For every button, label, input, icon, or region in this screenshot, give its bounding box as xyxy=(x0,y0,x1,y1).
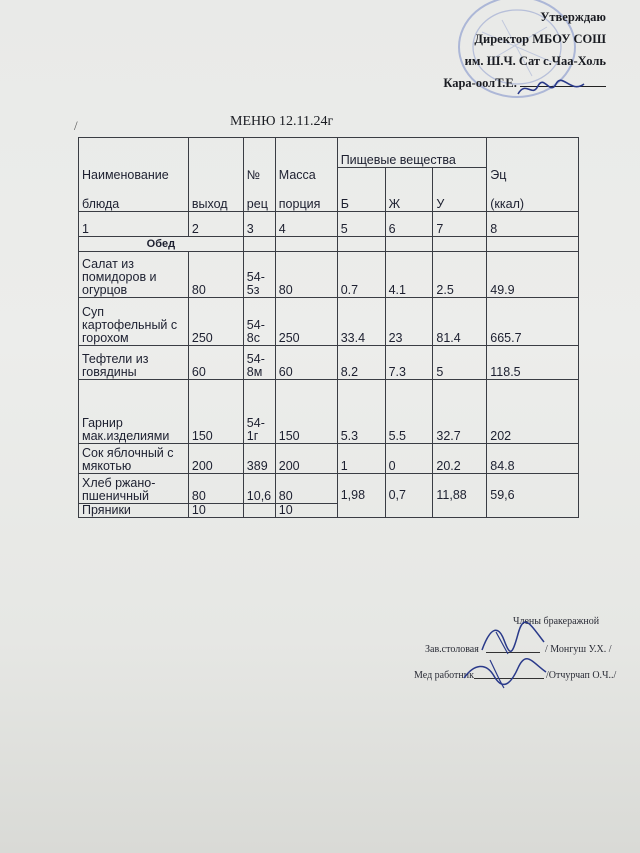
director-signature xyxy=(516,78,586,100)
approval-line-3: им. Ш.Ч. Сат с.Чаа-Холь xyxy=(464,54,606,68)
header-mass: Масса порция xyxy=(275,138,337,212)
cafeteria-name: / Монгуш У.Х. / xyxy=(545,644,612,655)
dish-name: Пряники xyxy=(79,504,189,518)
approver-name: Кара-оолТ.Е. xyxy=(443,76,517,90)
medic-signature xyxy=(460,652,550,692)
col-number: 5 xyxy=(337,212,385,237)
header-carbs: У xyxy=(433,168,487,212)
col-number: 6 xyxy=(385,212,433,237)
margin-mark: / xyxy=(74,118,78,133)
dish-name: Сок яблочный с мякотью xyxy=(79,444,189,474)
col-number: 7 xyxy=(433,212,487,237)
header-energy: Эц (ккал) xyxy=(487,138,579,212)
col-number: 8 xyxy=(487,212,579,237)
table-row: Тефтели из говядины 60 54-8м 60 8.2 7.3 5 118.5 xyxy=(79,346,579,380)
cafeteria-label: Зав.столовая xyxy=(425,644,479,655)
dish-name: Салат из помидоров и огурцов xyxy=(79,252,189,298)
medic-label: Мед работник xyxy=(414,670,474,681)
table-row: Сок яблочный с мякотью 200 389 200 1 0 20.2 84.8 xyxy=(79,444,579,474)
approval-line-1: Утверждаю xyxy=(540,10,606,24)
table-row: Гарнир мак.изделиями 150 54-1г 150 5.3 5.5 32.7 202 xyxy=(79,380,579,444)
table-row: Суп картофельный с горохом 250 54-8с 250 33.4 23 81.4 665.7 xyxy=(79,298,579,346)
medic-name: /Отчурчап О.Ч../ xyxy=(546,670,617,681)
dish-name: Хлеб ржано-пшеничный xyxy=(79,474,189,504)
header-recipe: № рец xyxy=(243,138,275,212)
table-row: Хлеб ржано-пшеничный 80 10,6 80 1,98 0,7 11,88 59,6 xyxy=(79,474,579,504)
approval-line-2: Директор МБОУ СОШ xyxy=(474,32,606,46)
table-row: Пряники 10 10 xyxy=(79,504,579,518)
group-row xyxy=(79,237,579,252)
group-label: Обед xyxy=(79,237,244,252)
column-numbers-row xyxy=(79,212,579,237)
col-number: 1 xyxy=(79,212,189,237)
header-fat: Ж xyxy=(385,168,433,212)
col-number: 4 xyxy=(275,212,337,237)
header-nutrients: Пищевые вещества xyxy=(337,138,487,168)
col-number: 3 xyxy=(243,212,275,237)
header-name: Наименование блюда xyxy=(79,138,189,212)
dish-name: Суп картофельный с горохом xyxy=(79,298,189,346)
table-row: Салат из помидоров и огурцов 80 54-5з 80 0.7 4.1 2.5 49.9 xyxy=(79,252,579,298)
dish-name: Гарнир мак.изделиями xyxy=(79,380,189,444)
dish-name: Тефтели из говядины xyxy=(79,346,189,380)
header-output: выход xyxy=(188,138,243,212)
header-protein: Б xyxy=(337,168,385,212)
commission-label: Члены бракеражной xyxy=(513,616,600,627)
menu-table xyxy=(78,137,579,518)
page-title: МЕНЮ 12.11.24г xyxy=(230,114,334,129)
col-number: 2 xyxy=(188,212,243,237)
